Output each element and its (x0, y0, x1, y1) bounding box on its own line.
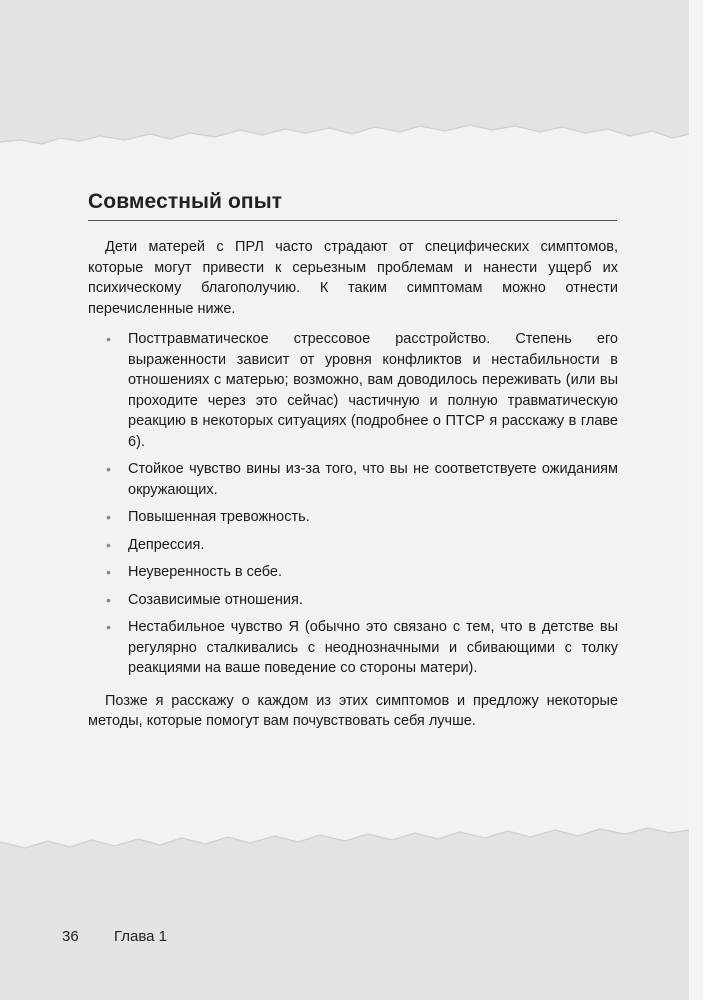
list-item (88, 329, 618, 452)
bullet-icon: • (106, 591, 111, 608)
list-item-text: Нестабильное чувство Я (обычно это связано с тем, что в детстве вы регулярно сталкивались с неоднозначными и сбивающими с толку реакциями на ваше поведение со стороны матери). (128, 619, 618, 676)
list-item-text: Повышенная тревожность. (128, 509, 310, 525)
page-footer (62, 928, 167, 945)
list-item (88, 459, 618, 500)
intro-paragraph: Дети матерей с ПРЛ часто страдают от специфических симптомов, которые могут привести к серьезным проблемам и нанести ущерб их психическому благополучию. К таким симптомам можно отнести перечисленные ниже. (88, 239, 618, 317)
bullet-icon: • (106, 536, 111, 553)
list-item (88, 590, 618, 611)
heading-rule (88, 220, 617, 221)
chapter-label: Глава 1 (114, 928, 168, 945)
page-edge-strip (689, 0, 703, 1000)
bullet-icon: • (106, 509, 111, 525)
list-item (88, 562, 618, 583)
list-item-text: Неуверенность в себе. (128, 564, 283, 580)
bullet-icon: • (106, 564, 111, 580)
bullet-icon: • (106, 619, 111, 635)
section-heading: Совместный опыт (88, 190, 283, 213)
list-item (88, 617, 618, 679)
bullet-icon: • (106, 461, 111, 477)
list-item-text: Посттравматическое стрессовое расстройство. Степень его выраженности зависит от уровня конфликтов и нестабильности в отношениях с матерью; возможно, вам доводилось переживать (или вы проходите через это сейчас) частичную и полную травматическую реакцию в некоторых ситуациях (подробнее о ПТСР я расскажу в главе 6). (128, 331, 618, 450)
symptom-list (88, 329, 618, 679)
list-item-text: Стойкое чувство вины из-за того, что вы не соответствуете ожиданиям окружающих. (128, 461, 618, 498)
closing-paragraph: Позже я расскажу о каждом из этих симптомов и предложу некоторые методы, которые помогут вам почувствовать себя лучше. (88, 692, 618, 729)
list-item (88, 507, 618, 528)
page-number: 36 (62, 928, 79, 945)
list-item-text: Созависимые отношения. (128, 591, 303, 608)
sidebar-box-content (88, 190, 618, 742)
bullet-icon: • (106, 331, 111, 347)
list-item-text: Депрессия. (128, 536, 205, 553)
list-item (88, 535, 618, 556)
